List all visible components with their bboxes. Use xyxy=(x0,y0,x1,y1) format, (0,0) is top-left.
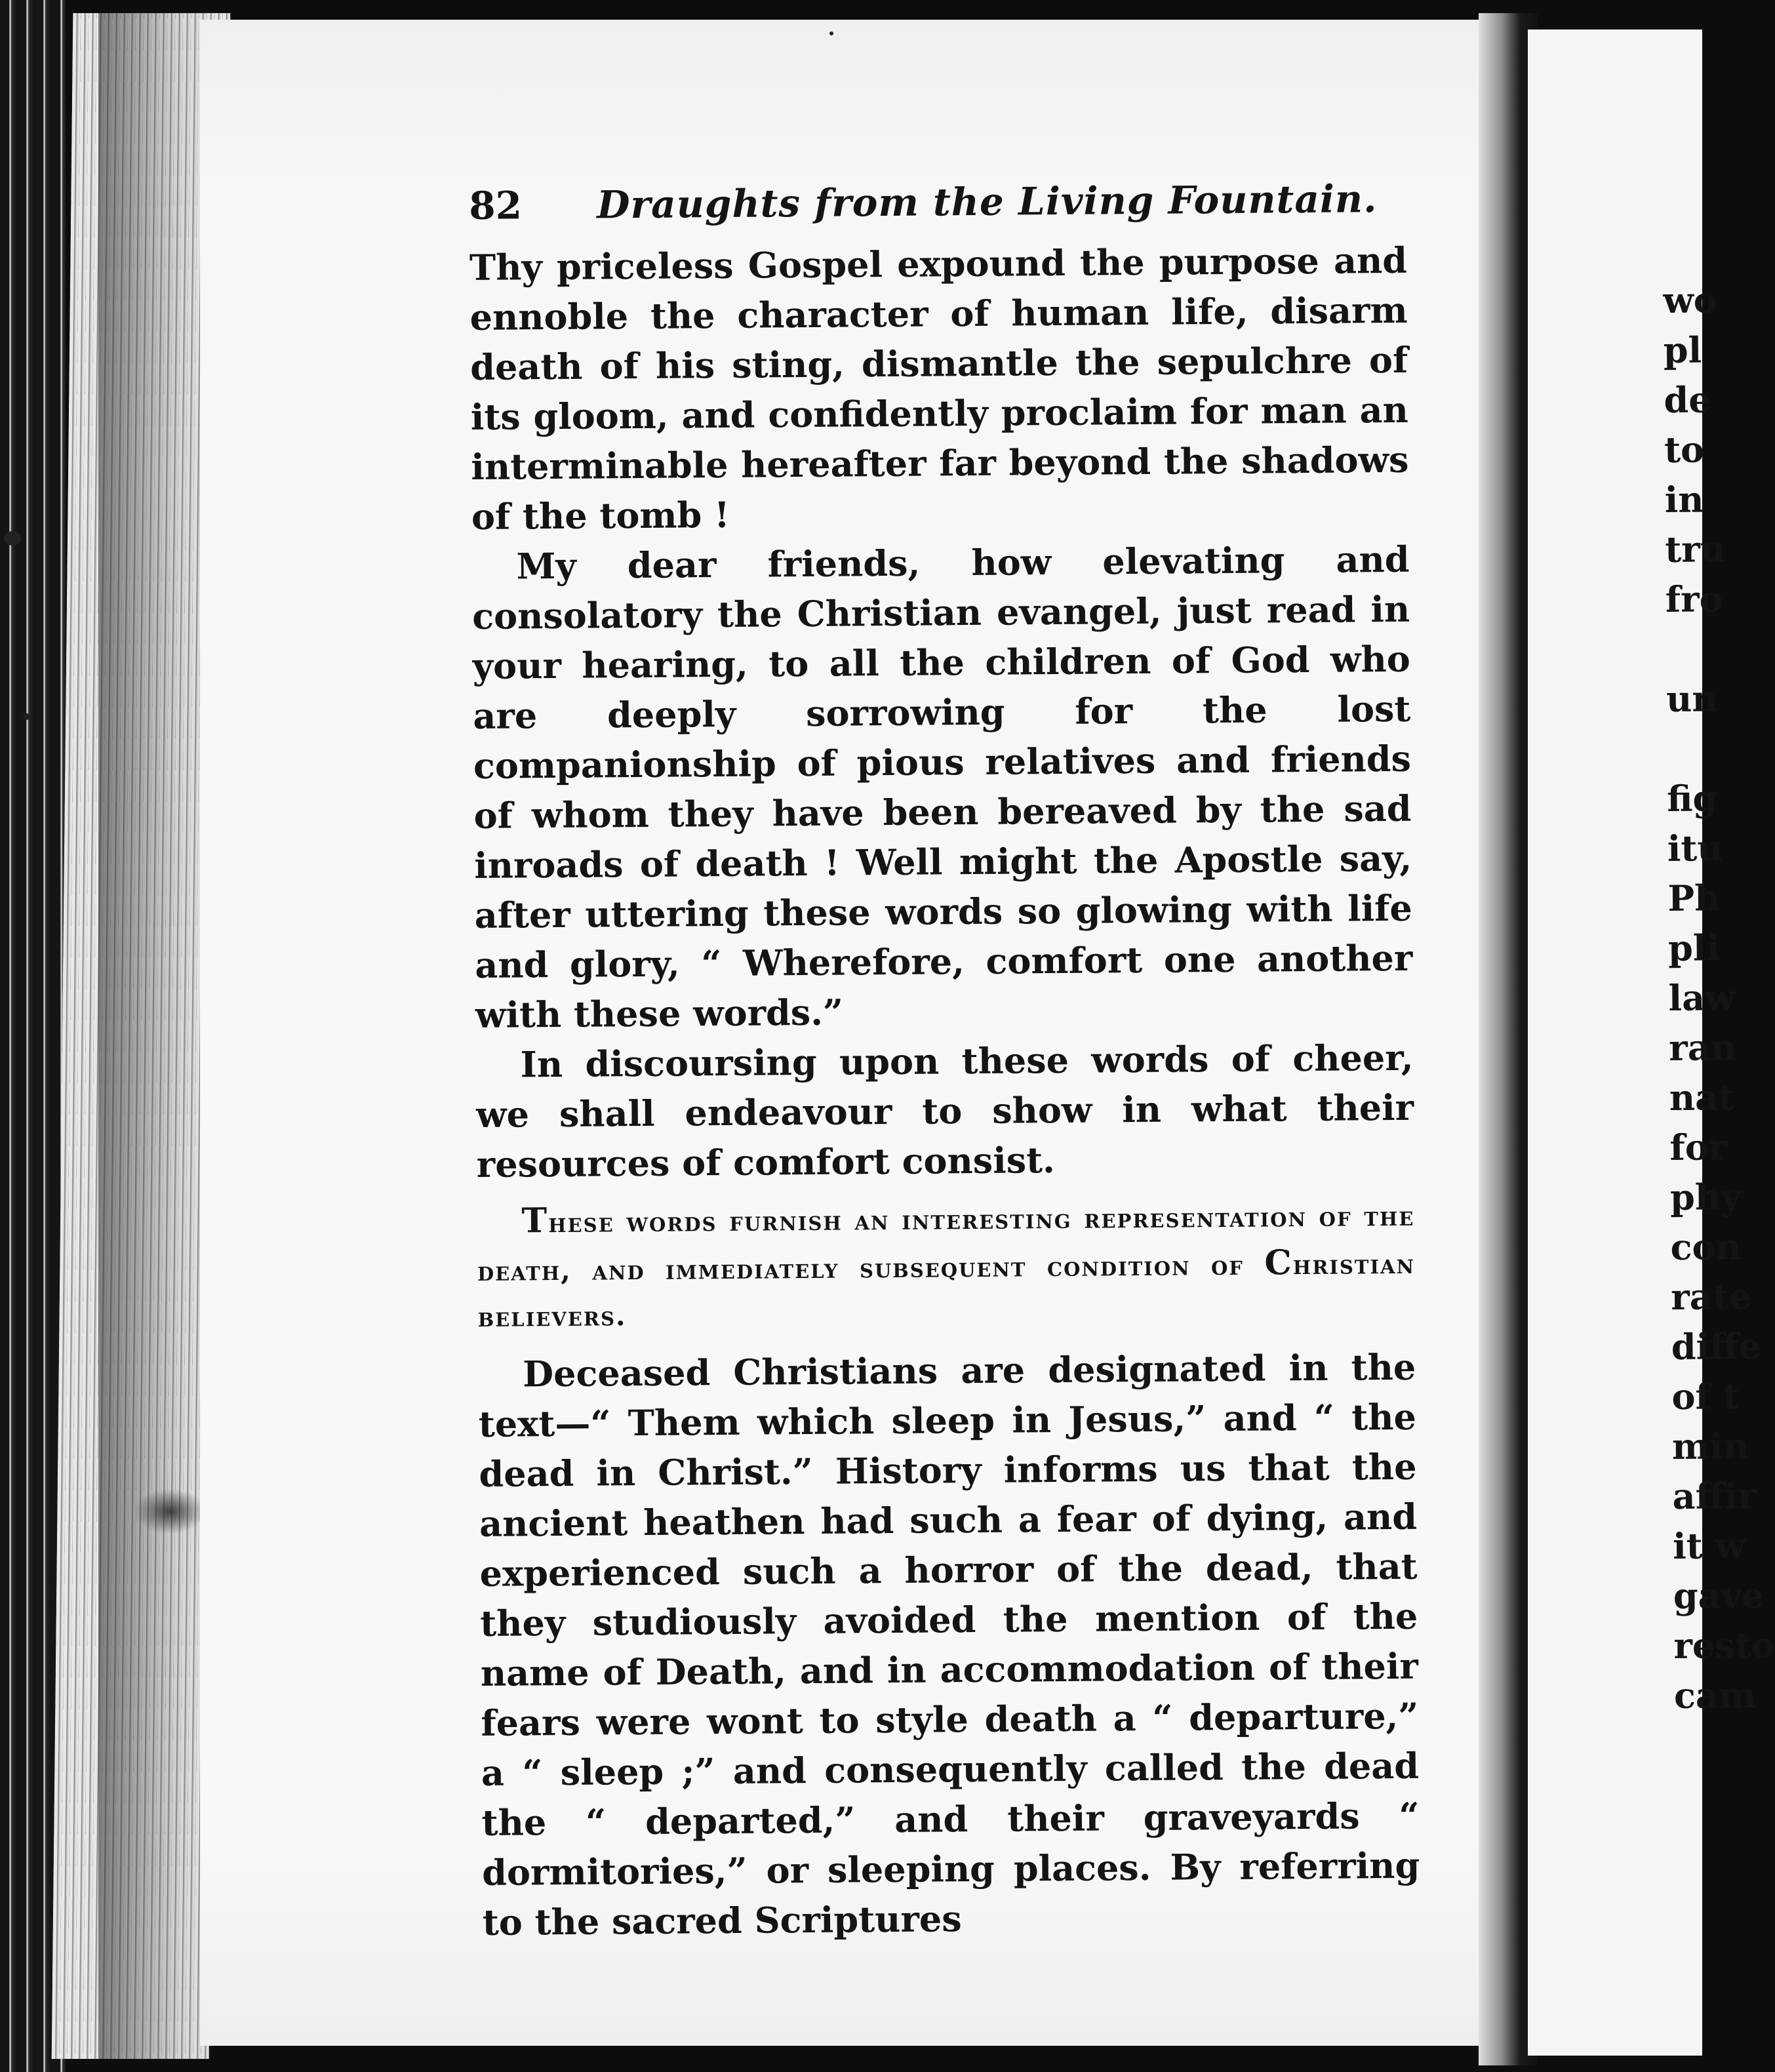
fragment-line: in xyxy=(1664,478,1704,521)
fragment-line: pli xyxy=(1667,926,1721,969)
fragment-line: affir xyxy=(1672,1474,1757,1517)
scan-speck xyxy=(829,31,833,35)
fragment-line: un xyxy=(1665,677,1718,720)
fragment-line: tru xyxy=(1665,528,1726,570)
fragment-line: rate xyxy=(1670,1275,1752,1318)
fragment-line: nat xyxy=(1669,1076,1735,1119)
page-text xyxy=(469,176,1420,1947)
fragment-line: for xyxy=(1669,1126,1728,1168)
right-page-fragments xyxy=(1663,275,1775,1721)
fragment-line: fig xyxy=(1667,777,1718,820)
paragraph-3: In discoursing upon these words of cheer, we shall endeavour to show in what their resources of comfort consist. xyxy=(475,1036,1414,1185)
section-heading xyxy=(477,1191,1416,1340)
fragment-line: it w xyxy=(1672,1524,1746,1567)
fragment-line: pl xyxy=(1663,329,1702,371)
fragment-line: law xyxy=(1668,976,1736,1019)
heading-text-2: hristian believers. xyxy=(477,1247,1416,1333)
fragment-line: resto xyxy=(1673,1624,1775,1667)
page-edges-shadow xyxy=(98,13,216,2059)
heading-initial-2: C xyxy=(1264,1243,1294,1283)
fragment-line: Ph xyxy=(1667,877,1721,919)
fragment-line: de xyxy=(1664,378,1711,421)
fragment-line: con xyxy=(1670,1225,1742,1268)
fragment-line: to xyxy=(1664,428,1705,471)
fragment-line: cam xyxy=(1673,1673,1757,1717)
fragment-line: min xyxy=(1671,1425,1749,1467)
fragment-line: itu xyxy=(1667,827,1723,869)
page-number: 82 xyxy=(469,183,523,228)
scan-speck xyxy=(24,713,30,720)
fragment-line: phy xyxy=(1669,1176,1742,1218)
paragraph-4: Deceased Christians are designated in the text—“ Them which sleep in Jesus,” and “ the dead in Christ.” History informs us that the ancient heathen had such a fear of dying, and experienced such a horror of the dead, that they studiously avoided the mention of the name of Death, and in accommodation of their fears were wont to style death a “ departure,” a “ sleep ;” and consequently called the dead the “ departed,” and their graveyards “ dormitories,” or sleeping places. By referring to the sacred Scriptures xyxy=(478,1345,1420,1943)
fragment-line: fro xyxy=(1665,578,1723,620)
heading-text-1: hese words furnish an interesting representation of the death, and immediately subsequent condition of xyxy=(477,1199,1415,1287)
fragment-line: gave xyxy=(1673,1574,1765,1617)
running-title: Draughts from the Living Fountain. xyxy=(596,176,1378,228)
paragraph-1: Thy priceless Gospel expound the purpose and ennoble the character of human life, disarm death of his sting, dismantle the sepulchre of its gloom, and confidently proclaim for man an interminable hereafter far beyond the shadows of the tomb ! xyxy=(469,239,1409,538)
fragment-line: ran xyxy=(1669,1026,1737,1069)
fragment-line xyxy=(1666,723,1719,774)
fragment-line xyxy=(1665,624,1719,674)
paragraph-2: My dear friends, how elevating and consolatory the Christian evangel, just read in your hearing, to all the children of God who are deeply sorrowing for the lost companionship of pious relatives and friends of whom they have been bereaved by the sad inroads of death ! Well might the Apostle say, after uttering these words so glowing with life and glory, “ Wherefore, comfort one another with these words.” xyxy=(471,538,1413,1036)
fragment-line: wo xyxy=(1663,279,1718,321)
scan-speck xyxy=(4,531,21,546)
heading-initial: T xyxy=(521,1201,549,1241)
running-header xyxy=(469,176,1407,243)
fragment-line: of t xyxy=(1671,1375,1740,1418)
fragment-line: diffe xyxy=(1671,1325,1762,1368)
edge-stain xyxy=(134,1488,207,1534)
